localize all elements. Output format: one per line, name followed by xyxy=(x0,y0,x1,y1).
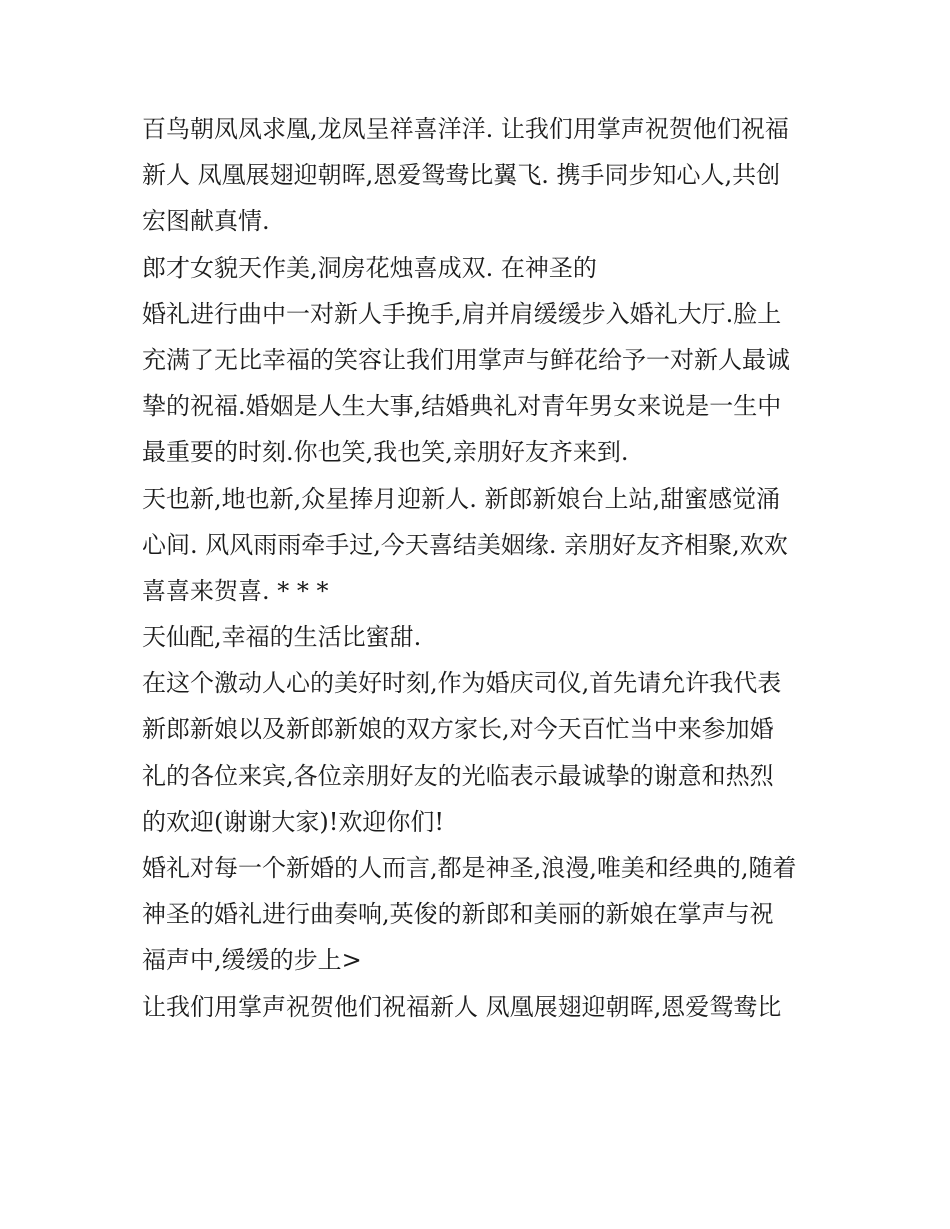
text-line: 郎才女貌天作美,洞房花烛喜成双. 在神圣的 xyxy=(142,253,597,282)
text-line: 新郎新娘以及新郎新娘的双方家长,对今天百忙当中来参加婚 xyxy=(142,715,774,744)
text-line: 福声中,缓缓的步上> xyxy=(142,946,362,975)
text-line: 天也新,地也新,众星捧月迎新人. 新郎新娘台上站,甜蜜感觉涌 xyxy=(142,484,781,513)
text-line: 在这个激动人心的美好时刻,作为婚庆司仪,首先请允许我代表 xyxy=(142,669,782,698)
document-body xyxy=(142,106,822,1030)
text-line: 让我们用掌声祝贺他们祝福新人 凤凰展翅迎朝晖,恩爱鸳鸯比 xyxy=(142,992,782,1021)
text-line: 新人 凤凰展翅迎朝晖,恩爱鸳鸯比翼飞. 携手同步知心人,共创 xyxy=(142,161,781,190)
text-line: 神圣的婚礼进行曲奏响,英俊的新郎和美丽的新娘在掌声与祝 xyxy=(142,900,774,929)
text-line: 宏图献真情. xyxy=(142,207,270,236)
text-line: 婚礼进行曲中一对新人手挽手,肩并肩缓缓步入婚礼大厅.脸上 xyxy=(142,299,782,328)
text-line: 最重要的时刻.你也笑,我也笑,亲朋好友齐来到. xyxy=(142,438,629,467)
text-line: 天仙配,幸福的生活比蜜甜. xyxy=(142,623,422,652)
text-line: 的欢迎(谢谢大家)!欢迎你们! xyxy=(142,807,445,836)
text-line: 充满了无比幸福的笑容让我们用掌声与鲜花给予一对新人最诚 xyxy=(142,345,790,374)
text-line: 挚的祝福.婚姻是人生大事,结婚典礼对青年男女来说是一生中 xyxy=(142,392,782,421)
text-line: 喜喜来贺喜. * * * xyxy=(142,576,329,605)
text-line: 百鸟朝凤凤求凰,龙凤呈祥喜洋洋. 让我们用掌声祝贺他们祝福 xyxy=(142,115,789,143)
text-line: 礼的各位来宾,各位亲朋好友的光临表示最诚挚的谢意和热烈 xyxy=(142,761,774,790)
text-line: 婚礼对每一个新婚的人而言,都是神圣,浪漫,唯美和经典的,随着 xyxy=(142,854,797,882)
text-line: 心间. 风风雨雨牵手过,今天喜结美姻缘. 亲朋好友齐相聚,欢欢 xyxy=(142,530,788,559)
